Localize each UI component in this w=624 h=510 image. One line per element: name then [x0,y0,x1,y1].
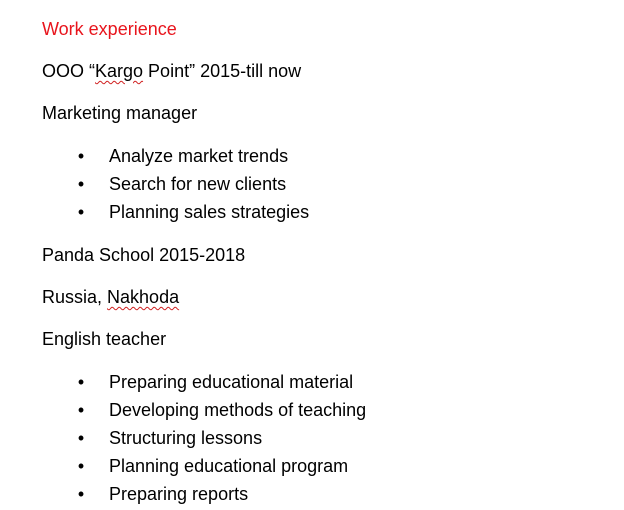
list-item-text: Preparing educational material [109,372,354,392]
job-1-company-suffix: Point” 2015-till now [143,61,302,81]
job-2-location [42,284,612,310]
list-item-text: Structuring lessons [109,428,263,448]
job-2-location-prefix: Russia, [42,287,108,307]
job-1-company [42,58,612,84]
job-1-company-prefix: OOO “ [42,61,95,81]
list-item-text: Preparing reports [109,484,249,504]
list-item [42,170,612,198]
job-2-title: English teacher [42,329,167,349]
job-2-duties [42,368,612,508]
bullet-icon: • [77,456,85,476]
list-item-text: Planning educational program [109,456,349,476]
document-page [42,16,612,508]
list-item [42,424,612,452]
list-item [42,452,612,480]
job-1-duties [42,142,612,226]
bullet-icon: • [77,174,85,194]
list-item [42,480,612,508]
bullet-icon: • [77,400,85,420]
bullet-icon: • [77,428,85,448]
bullet-icon: • [77,146,85,166]
section-heading: Work experience [42,19,177,39]
job-2-company: Panda School 2015-2018 [42,245,246,265]
list-item-text: Search for new clients [109,174,287,194]
list-item [42,198,612,226]
list-item-text: Analyze market trends [109,146,289,166]
list-item [42,368,612,396]
job-1-title: Marketing manager [42,103,198,123]
spell-flagged-word[interactable]: Nakhoda [107,287,180,307]
spell-flagged-word[interactable]: Kargo [95,61,144,81]
list-item [42,142,612,170]
list-item [42,396,612,424]
list-item-text: Planning sales strategies [109,202,310,222]
bullet-icon: • [77,202,85,222]
bullet-icon: • [77,484,85,504]
bullet-icon: • [77,372,85,392]
list-item-text: Developing methods of teaching [109,400,367,420]
